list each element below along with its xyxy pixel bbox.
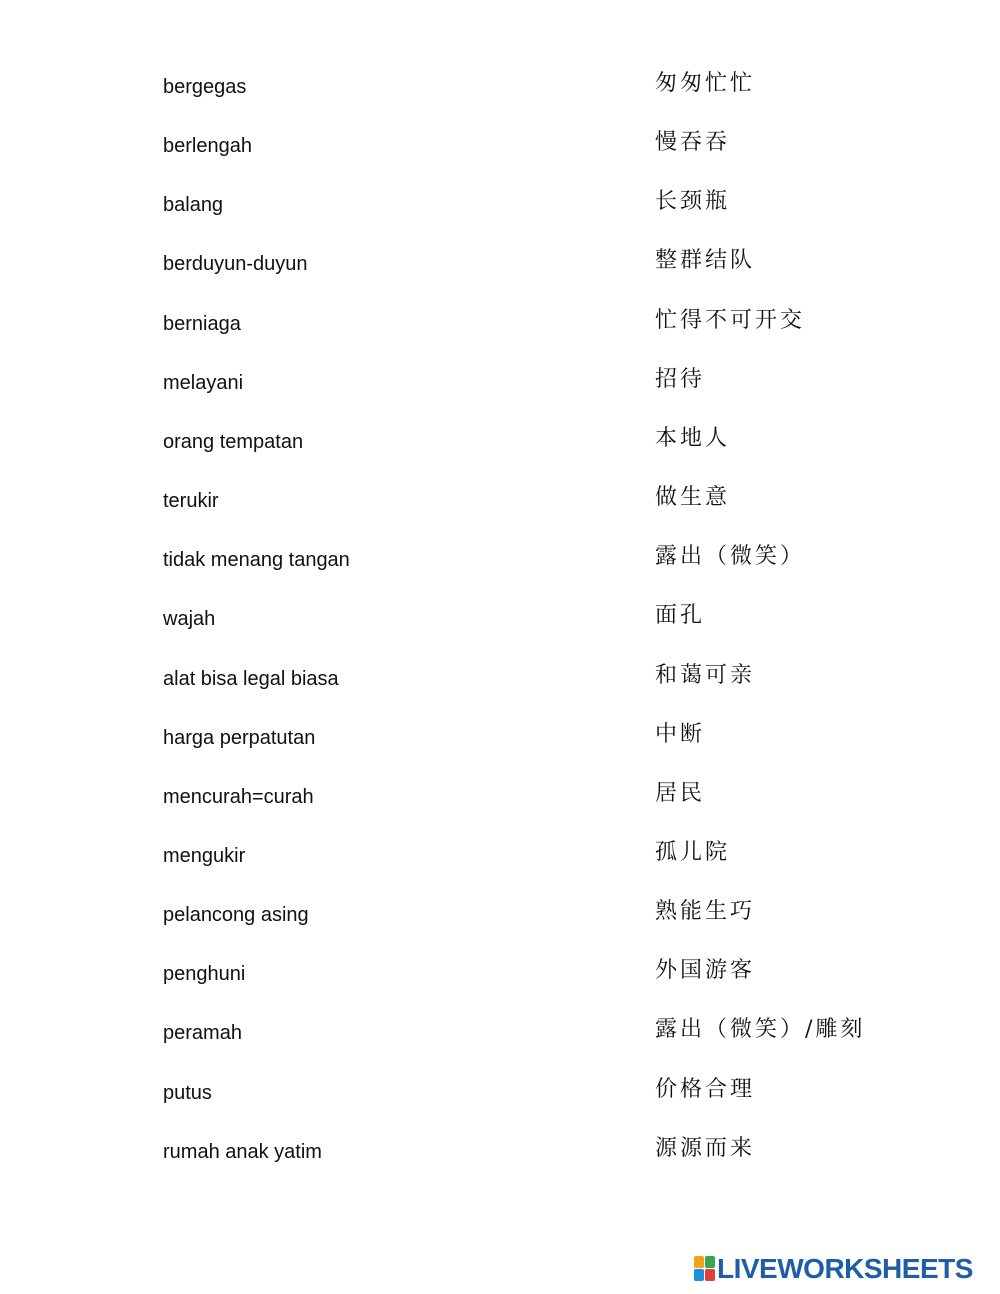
malay-term: mencurah=curah bbox=[163, 785, 314, 808]
malay-term: terukir bbox=[163, 490, 219, 513]
chinese-translation: 中断 bbox=[655, 721, 706, 747]
malay-term: berniaga bbox=[163, 312, 241, 335]
vocabulary-row bbox=[0, 190, 1000, 220]
vocabulary-row bbox=[0, 131, 1000, 161]
chinese-translation: 源源而来 bbox=[655, 1135, 756, 1161]
logo-tile-icon bbox=[705, 1269, 715, 1281]
vocabulary-row bbox=[0, 486, 1000, 516]
vocabulary-row bbox=[0, 249, 1000, 279]
chinese-translation: 长颈瓶 bbox=[655, 189, 731, 215]
chinese-translation: 招待 bbox=[655, 366, 706, 392]
malay-term: mengukir bbox=[163, 844, 246, 867]
logo-tile-icon bbox=[694, 1269, 704, 1281]
malay-term: melayani bbox=[163, 371, 244, 394]
malay-term: berduyun-duyun bbox=[163, 253, 308, 276]
malay-term: peramah bbox=[163, 1022, 242, 1045]
vocabulary-row bbox=[0, 1137, 1000, 1167]
vocabulary-row bbox=[0, 900, 1000, 930]
malay-term: tidak menang tangan bbox=[163, 549, 350, 572]
malay-term: wajah bbox=[163, 608, 216, 631]
chinese-translation: 外国游客 bbox=[655, 958, 756, 984]
chinese-translation: 露出（微笑） bbox=[655, 544, 806, 570]
malay-term: alat bisa legal biasa bbox=[163, 667, 339, 690]
vocabulary-row bbox=[0, 841, 1000, 871]
chinese-translation: 面孔 bbox=[655, 603, 706, 629]
chinese-translation: 价格合理 bbox=[655, 1076, 756, 1102]
vocabulary-row bbox=[0, 368, 1000, 398]
malay-term: pelancong asing bbox=[163, 904, 309, 927]
vocabulary-row bbox=[0, 72, 1000, 102]
chinese-translation: 孤儿院 bbox=[655, 839, 731, 865]
malay-term: putus bbox=[163, 1081, 212, 1104]
chinese-translation: 熟能生巧 bbox=[655, 899, 756, 925]
vocabulary-row bbox=[0, 545, 1000, 575]
chinese-translation: 居民 bbox=[655, 780, 706, 806]
chinese-translation: 慢吞吞 bbox=[655, 130, 731, 156]
malay-term: penghuni bbox=[163, 963, 246, 986]
vocabulary-row bbox=[0, 309, 1000, 339]
chinese-translation: 做生意 bbox=[655, 485, 731, 511]
vocabulary-row bbox=[0, 1078, 1000, 1108]
malay-term: bergegas bbox=[163, 76, 247, 98]
vocabulary-row bbox=[0, 427, 1000, 457]
chinese-translation: 忙得不可开交 bbox=[655, 307, 806, 333]
chinese-translation: 整群结队 bbox=[655, 248, 756, 274]
vocabulary-row bbox=[0, 1018, 1000, 1048]
vocabulary-row bbox=[0, 782, 1000, 812]
malay-term: berlengah bbox=[163, 135, 252, 158]
vocabulary-row bbox=[0, 723, 1000, 753]
chinese-translation: 匆匆忙忙 bbox=[655, 71, 756, 96]
chinese-translation: 本地人 bbox=[655, 425, 731, 451]
logo-tile-icon bbox=[694, 1256, 704, 1268]
malay-term: orang tempatan bbox=[163, 430, 304, 453]
vocabulary-row bbox=[0, 959, 1000, 989]
logo-wordmark: LIVEWORKSHEETS bbox=[717, 1253, 973, 1284]
malay-term: balang bbox=[163, 194, 224, 217]
logo-tile-icon bbox=[705, 1256, 715, 1268]
chinese-translation: 露出（微笑）/雕刻 bbox=[655, 1017, 866, 1043]
vocabulary-row bbox=[0, 664, 1000, 694]
liveworksheets-logo bbox=[694, 1254, 973, 1284]
malay-term: harga perpatutan bbox=[163, 726, 316, 749]
chinese-translation: 和蔼可亲 bbox=[655, 662, 756, 688]
liveworksheets-logo-icon bbox=[694, 1256, 716, 1282]
malay-term: rumah anak yatim bbox=[163, 1140, 322, 1163]
vocabulary-row bbox=[0, 604, 1000, 634]
